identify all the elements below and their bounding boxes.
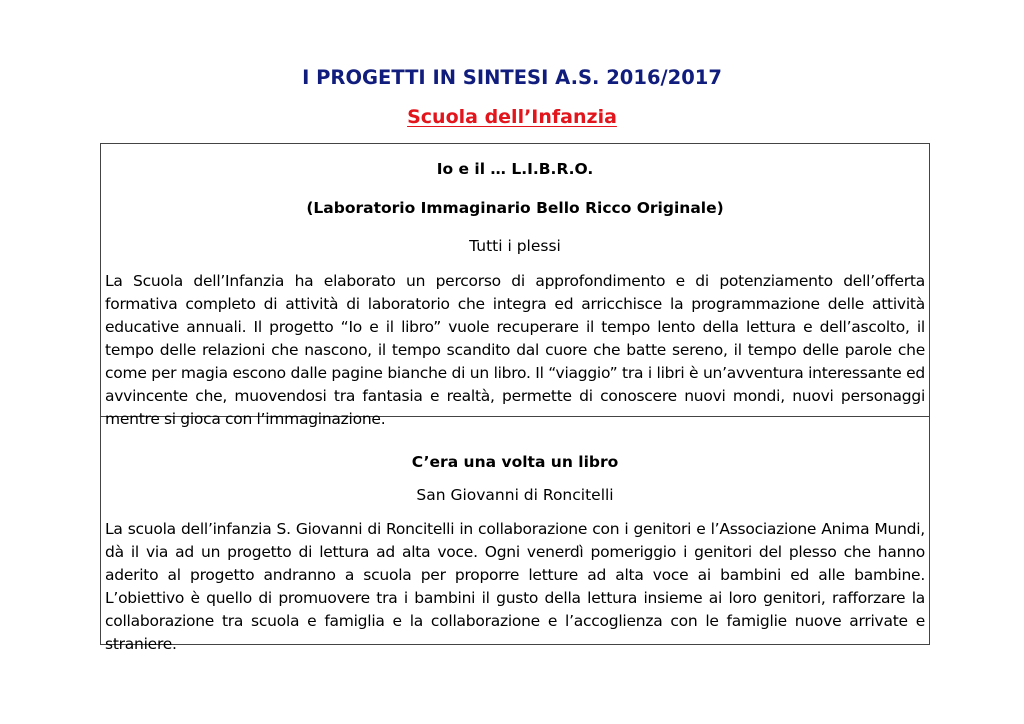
project-1-location: Tutti i plessi (469, 237, 561, 255)
project-cell-1 (101, 144, 929, 428)
project-1-name: Io e il … L.I.B.R.O. (436, 160, 594, 178)
page-title: I PROGETTI IN SINTESI A.S. 2016/2017 (302, 66, 722, 89)
project-1-subname: (Laboratorio Immaginario Bello Ricco Originale) (306, 199, 724, 217)
project-2-description: La scuola dell’infanzia S. Giovanni di Roncitelli in collaborazione con i genitori e l’Associazione Anima Mundi, dà il via ad un progetto di lettura ad alta voce. Ogni venerdì pomeriggio i genitori del plesso che hanno aderito al progetto andranno a scuola per proporre letture ad alta voce ai bambini ed alle bambine. L’obiettivo è quello di promuovere tra i bambini il gusto della lettura insieme ai loro genitori, rafforzare la collaborazione tra scuola e famiglia e la collaborazione e l’accoglienza con le famiglie nuove arrivate e straniere. (105, 520, 925, 653)
project-2-location: San Giovanni di Roncitelli (416, 486, 614, 504)
project-2-name: C’era una volta un libro (411, 453, 619, 471)
page-subtitle: Scuola dell’Infanzia (407, 106, 617, 128)
project-1-description: La Scuola dell’Infanzia ha elaborato un percorso di approfondimento e di potenziamento dell’offerta formativa completo di attività di laboratorio che integra ed arricchisce la programmazione delle attività educative annuali. Il progetto “Io e il libro” vuole recuperare il tempo lento della lettura e dell’ascolto, il tempo delle relazioni che nascono, il tempo scandito dal cuore che batte sereno, il tempo delle parole che come per magia escono dalle pagine bianche di un libro. Il “viaggio” tra i libri è un’avventura interessante ed avvincente che, muovendosi tra fantasia e realtà, permette di conoscere nuovi mondi, nuovi personaggi mentre si gioca con l’immaginazione. (105, 272, 925, 428)
project-cell-2 (101, 417, 929, 653)
projects-table (100, 143, 930, 653)
